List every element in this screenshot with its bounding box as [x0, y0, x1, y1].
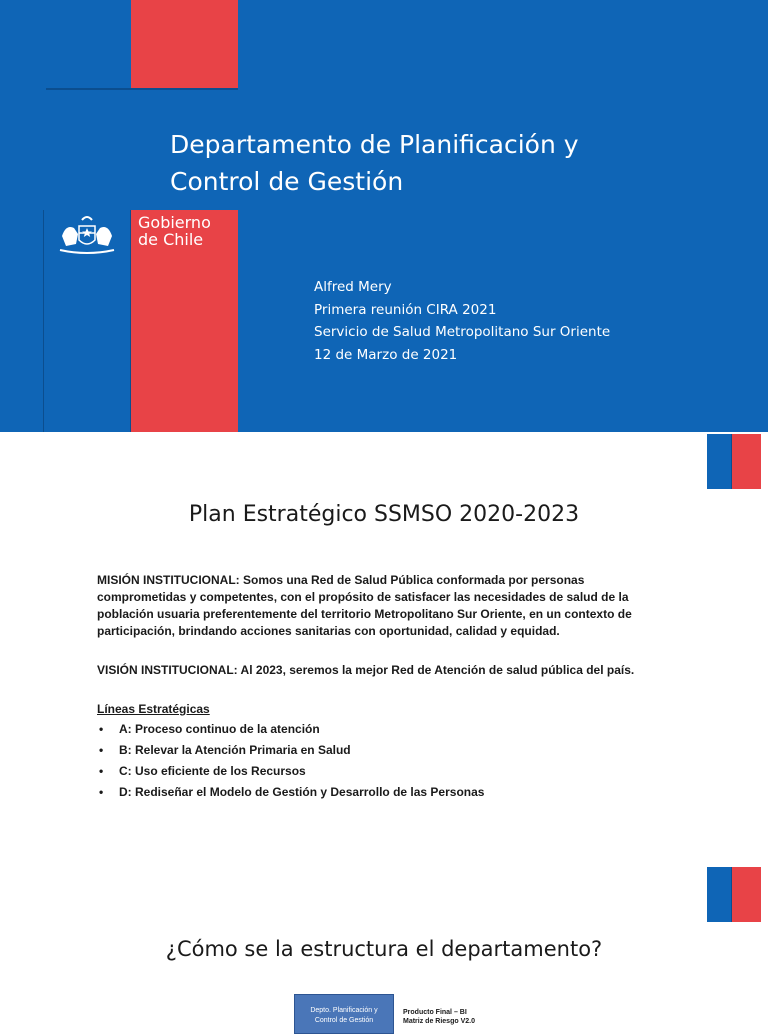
mision-label: MISIÓN INSTITUCIONAL:	[97, 573, 240, 587]
organization-name: Servicio de Salud Metropolitano Sur Oriente	[314, 324, 611, 340]
presentation-title	[170, 126, 730, 200]
gobierno-de-chile-logo-text	[138, 214, 238, 248]
chile-flag-icon	[707, 434, 761, 489]
list-item	[97, 763, 677, 780]
bullet-icon: •	[99, 764, 104, 778]
meeting-name: Primera reunión CIRA 2021	[314, 301, 497, 318]
logo-line-1: Gobierno	[138, 213, 211, 232]
logo-line-2: de Chile	[138, 230, 204, 249]
mision-text: Somos una Red de Salud Pública conformada por personas comprometidas y competentes, con el propósito de satisfacer las necesidades de salud de la población usuaria preferentemente del territorio Metropolitano Sur Oriente, en un contexto de participación, brindando acciones sanitarias con oportunidad, calidad y equidad.	[97, 573, 632, 638]
strategic-plan-slide	[0, 432, 768, 834]
title-line-2: Control de Gestión	[170, 167, 404, 196]
list-item	[97, 784, 677, 801]
lineas-estrategicas-heading: Líneas Estratégicas	[97, 702, 210, 716]
slide-body	[97, 572, 677, 805]
vision-text: Al 2023, seremos la mejor Red de Atención de salud pública del país.	[237, 663, 635, 677]
org-chart-side-label	[403, 1008, 493, 1026]
side-line-1: Producto Final – BI	[403, 1009, 467, 1016]
title-slide	[0, 0, 768, 432]
bullet-icon: •	[99, 785, 104, 799]
structure-slide	[0, 834, 768, 1024]
lineas-estrategicas-list	[97, 721, 677, 801]
title-line-1: Departamento de Planificación y	[170, 130, 579, 159]
presenter-info	[314, 276, 754, 366]
list-item	[97, 721, 677, 738]
list-item-text: D: Rediseñar el Modelo de Gestión y Desarrollo de las Personas	[119, 785, 485, 799]
list-item-text: C: Uso eficiente de los Recursos	[119, 764, 306, 778]
list-item-text: A: Proceso continuo de la atención	[119, 722, 320, 736]
org-chart-department-box	[294, 994, 394, 1034]
slide-title: ¿Cómo se la estructura el departamento?	[165, 937, 603, 961]
header-divider-line	[46, 88, 238, 90]
list-item-text: B: Relevar la Atención Primaria en Salud	[119, 743, 351, 757]
coat-of-arms-icon	[52, 214, 122, 256]
presenter-name: Alfred Mery	[314, 279, 392, 295]
slide-title: Plan Estratégico SSMSO 2020-2023	[188, 502, 580, 527]
mision-paragraph	[97, 572, 677, 640]
list-item	[97, 742, 677, 759]
red-header-block	[131, 0, 238, 88]
chile-flag-icon	[707, 867, 761, 922]
presentation-date: 12 de Marzo de 2021	[314, 346, 458, 363]
box-line-1: Depto. Planificación y	[310, 1007, 378, 1014]
box-line-2: Control de Gestión	[314, 1017, 374, 1024]
vision-label: VISIÓN INSTITUCIONAL:	[97, 663, 238, 677]
side-line-2: Matriz de Riesgo V2.0	[403, 1018, 475, 1025]
bullet-icon: •	[99, 722, 104, 736]
bullet-icon: •	[99, 743, 104, 757]
vision-paragraph	[97, 662, 677, 679]
